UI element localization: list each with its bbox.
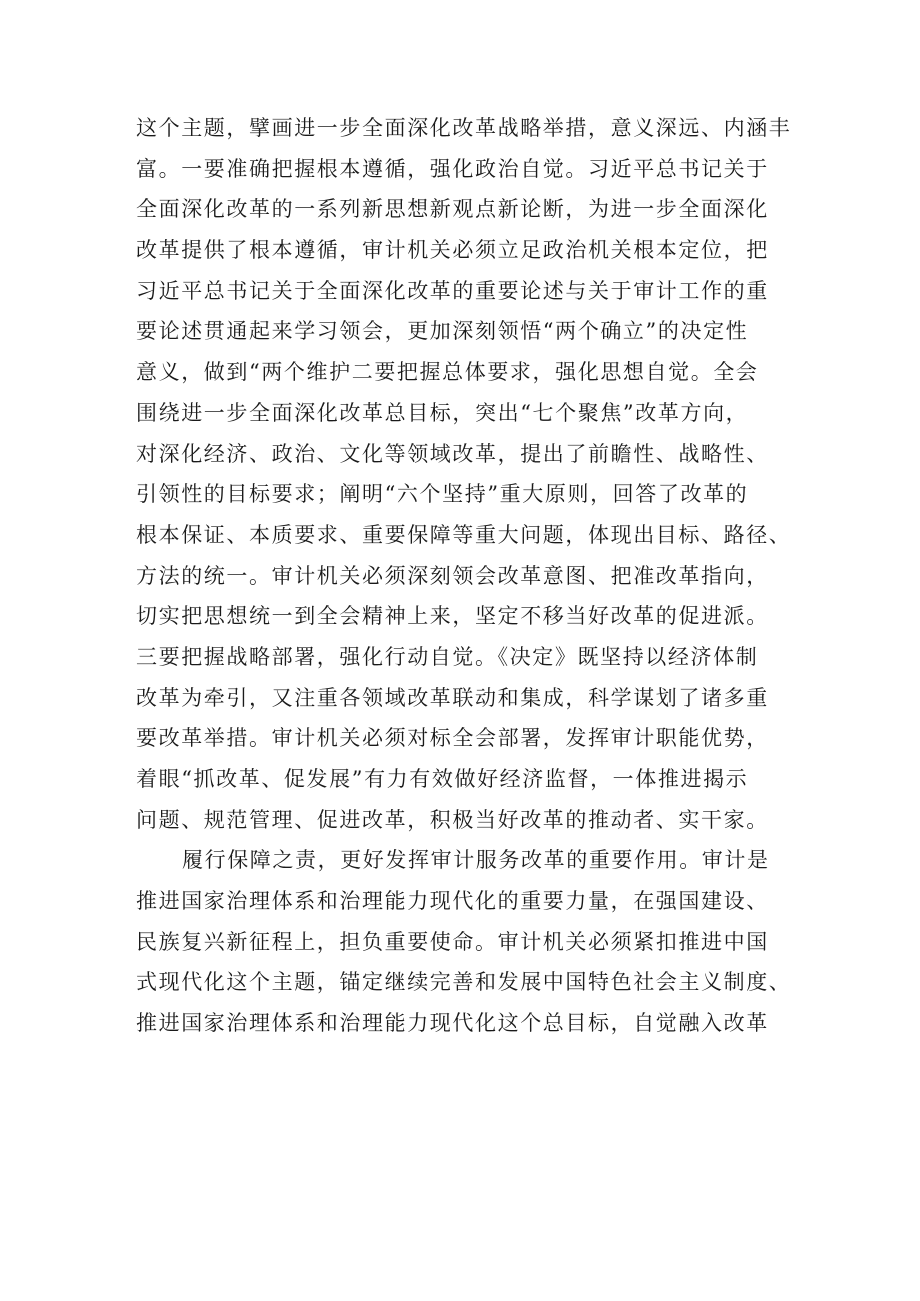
text-line: 式现代化这个主题，锚定继续完善和发展中国特色社会主义制度、 [136, 970, 792, 995]
text-line: 三要把握战略部署，强化行动自觉。《决定》既坚持以经济体制 [136, 644, 759, 669]
text-line: 根本保证、本质要求、重要保障等重大问题，体现出目标、路径、 [136, 522, 792, 547]
text-line: 这个主题，擘画进一步全面深化改革战略举措，意义深远、内涵丰 [136, 116, 792, 140]
text-line: 方法的统一。审计机关必须深刻领会改革意图、把准改革指向， [136, 563, 769, 588]
text-line: 要论述贯通起来学习领会，更加深刻领悟“两个确立”的决定性 [136, 319, 749, 344]
text-line: 习近平总书记关于全面深化改革的重要论述与关于审计工作的重 [136, 278, 769, 303]
text-line: 推进国家治理体系和治理能力现代化的重要力量，在强国建设、 [136, 889, 769, 914]
text-line: 意义，做到“两个维护二要把握总体要求，强化思想自觉。全会 [136, 360, 759, 385]
body-text [136, 108, 806, 1044]
text-line: 民族复兴新征程上，担负重要使命。审计机关必须紧扣推进中国 [136, 929, 769, 954]
text-line: 围绕进一步全面深化改革总目标，突出“七个聚焦”改革方向， [136, 400, 749, 425]
text-line: 要改革举措。审计机关必须对标全会部署，发挥审计职能优势， [136, 726, 769, 751]
text-line: 着眼“抓改革、促发展”有力有效做好经济监督，一体推进揭示 [136, 767, 749, 791]
text-line: 切实把思想统一到全会精神上来，坚定不移当好改革的促进派。 [136, 604, 769, 629]
text-line: 改革为牵引，又注重各领域改革联动和集成，科学谋划了诸多重 [136, 685, 769, 710]
text-line: 推进国家治理体系和治理能力现代化这个总目标，自觉融入改革 [136, 1011, 769, 1036]
text-line: 全面深化改革的一系列新思想新观点新论断，为进一步全面深化 [136, 197, 769, 222]
text-line: 引领性的目标要求；阐明“六个坚持”重大原则，回答了改革的 [136, 482, 749, 507]
text-line: 富。一要准确把握根本遵循，强化政治自觉。习近平总书记关于 [136, 156, 769, 181]
text-line: 对深化经济、政治、文化等领域改革，提出了前瞻性、战略性、 [136, 441, 769, 466]
text-line: 改革提供了根本遵循，审计机关必须立足政治机关根本定位，把 [136, 238, 769, 263]
paragraph-first-line: 履行保障之责，更好发挥审计服务改革的重要作用。审计是 [182, 848, 770, 873]
text-line: 问题、规范管理、促进改革，积极当好改革的推动者、实干家。 [136, 807, 769, 832]
